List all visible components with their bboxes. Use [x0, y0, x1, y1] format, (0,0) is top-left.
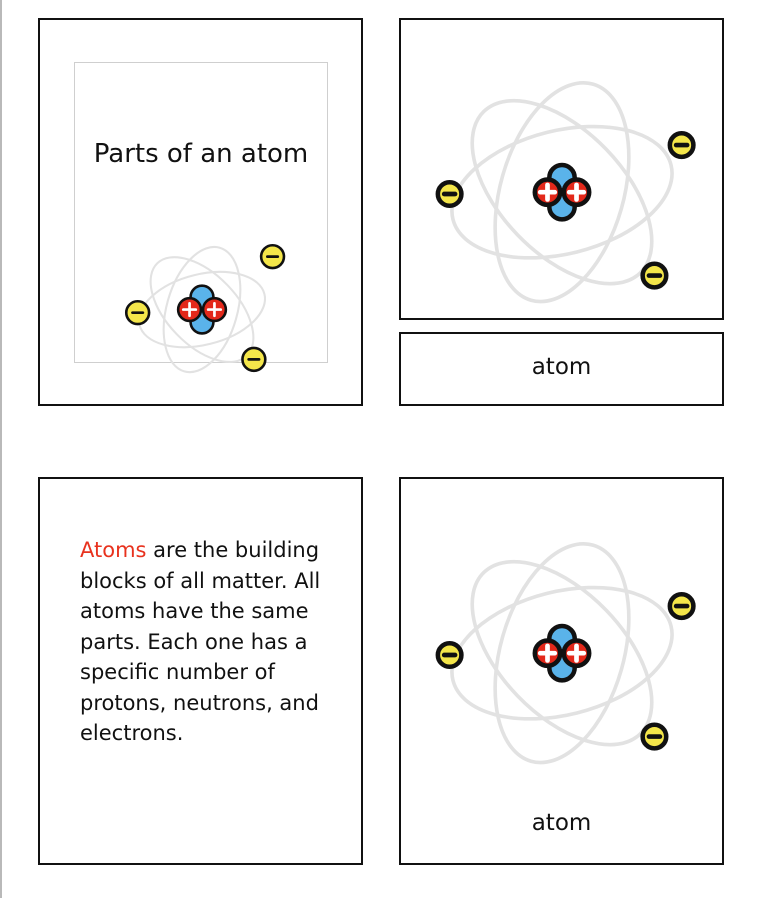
title-card-frame [74, 62, 328, 363]
nucleus [535, 626, 589, 680]
title-card-title: Parts of an atom [93, 139, 309, 169]
picture-card [399, 18, 724, 320]
label-card-text: atom [531, 354, 592, 380]
description-card [38, 477, 363, 865]
description-highlight: Atoms [80, 538, 147, 562]
description-text [80, 535, 330, 749]
nucleus [535, 165, 589, 219]
title-card [38, 18, 363, 406]
description-body: are the building blocks of all matter. All atoms have the same parts. Each one has a specific number of protons, neutrons, and electrons. [80, 538, 321, 745]
atom-icon [417, 493, 707, 759]
small-atom-icon [119, 231, 285, 357]
page-left-edge [0, 0, 2, 898]
label-card [399, 332, 724, 406]
control-card [399, 477, 724, 865]
control-card-label: atom [531, 810, 592, 836]
atom-icon [417, 32, 707, 298]
